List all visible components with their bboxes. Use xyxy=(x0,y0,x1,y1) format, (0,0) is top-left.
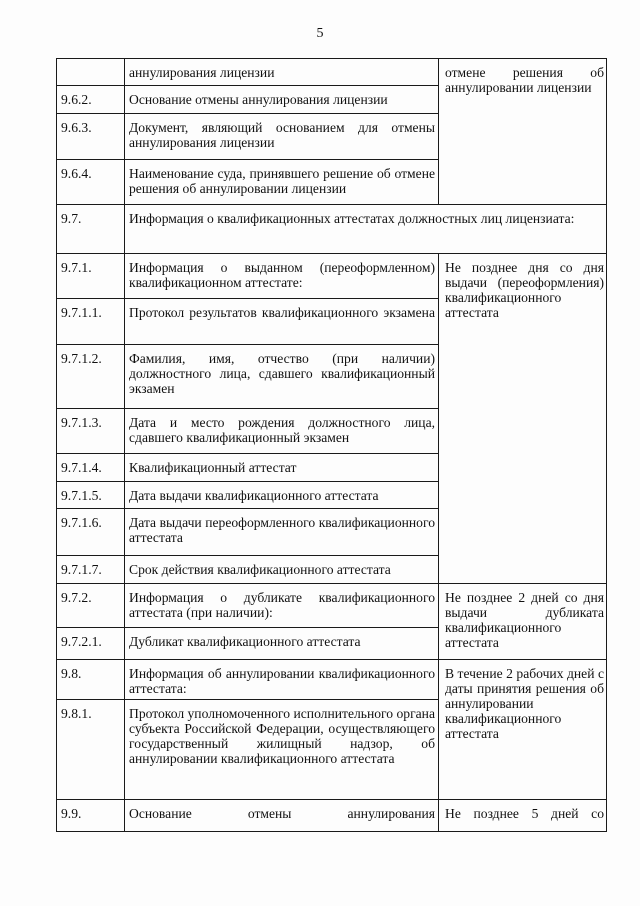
row-number: 9.7.1.1. xyxy=(57,299,125,345)
row-description: Протокол уполномоченного исполнительного органа субъекта Российской Федерации, осуществляющего государственный жилищный надзор, об аннулировании квалификационного аттестата xyxy=(125,700,439,800)
row-description: Дата и место рождения должностного лица, сдавшего квалификационный экзамен xyxy=(125,409,439,454)
row-number: 9.7.2. xyxy=(57,584,125,628)
row-description: Срок действия квалификационного аттестата xyxy=(125,556,439,584)
row-description: Фамилия, имя, отчество (при наличии) должностного лица, сдавшего квалификационный экзамен xyxy=(125,345,439,409)
row-number: 9.7.1.7. xyxy=(57,556,125,584)
row-number: 9.6.4. xyxy=(57,160,125,205)
row-description: Основание отмены аннулирования xyxy=(125,800,439,832)
row-description: Квалификационный аттестат xyxy=(125,454,439,482)
row-description: Информация о выданном (переоформленном) квалификационном аттестате: xyxy=(125,254,439,299)
table-row xyxy=(57,59,607,86)
row-description: Информация о дубликате квалификационного аттестата (при наличии): xyxy=(125,584,439,628)
row-term: В течение 2 рабочих дней с даты принятия решения об аннулировании квалификационного аттестата xyxy=(439,660,607,800)
row-number: 9.6.2. xyxy=(57,86,125,114)
table-row xyxy=(57,205,607,254)
row-description: аннулирования лицензии xyxy=(125,59,439,86)
page-number: 5 xyxy=(316,26,324,41)
row-description: Дата выдачи переоформленного квалификационного аттестата xyxy=(125,509,439,556)
row-description: Информация об аннулировании квалификационного аттестата: xyxy=(125,660,439,700)
row-description: Документ, являющий основанием для отмены аннулирования лицензии xyxy=(125,114,439,160)
table-row xyxy=(57,660,607,700)
table-row xyxy=(57,800,607,832)
row-number: 9.9. xyxy=(57,800,125,832)
row-number: 9.7.1.5. xyxy=(57,482,125,509)
row-number: 9.8.1. xyxy=(57,700,125,800)
row-term: Не позднее 5 дней со xyxy=(439,800,607,832)
row-number: 9.6.3. xyxy=(57,114,125,160)
row-description: Основание отмены аннулирования лицензии xyxy=(125,86,439,114)
row-number: 9.8. xyxy=(57,660,125,700)
row-description: Информация о квалификационных аттестатах должностных лиц лицензиата: xyxy=(125,205,607,254)
row-description: Дубликат квалификационного аттестата xyxy=(125,628,439,660)
row-number: 9.7.1.4. xyxy=(57,454,125,482)
table-row xyxy=(57,254,607,299)
table-row xyxy=(57,584,607,628)
row-description: Наименование суда, принявшего решение об отмене решения об аннулировании лицензии xyxy=(125,160,439,205)
row-term: отмене решения об аннулировании лицензии xyxy=(439,59,607,205)
row-description: Протокол результатов квалификационного экзамена xyxy=(125,299,439,345)
row-term: Не позднее дня со дня выдачи (переоформления) квалификационного аттестата xyxy=(439,254,607,584)
row-number xyxy=(57,59,125,86)
row-term: Не позднее 2 дней со дня выдачи дубликата квалификационного аттестата xyxy=(439,584,607,660)
row-number: 9.7.1. xyxy=(57,254,125,299)
row-number: 9.7.1.6. xyxy=(57,509,125,556)
row-number: 9.7.2.1. xyxy=(57,628,125,660)
row-number: 9.7.1.3. xyxy=(57,409,125,454)
row-number: 9.7.1.2. xyxy=(57,345,125,409)
row-description: Дата выдачи квалификационного аттестата xyxy=(125,482,439,509)
document-table xyxy=(56,58,607,832)
row-number: 9.7. xyxy=(57,205,125,254)
